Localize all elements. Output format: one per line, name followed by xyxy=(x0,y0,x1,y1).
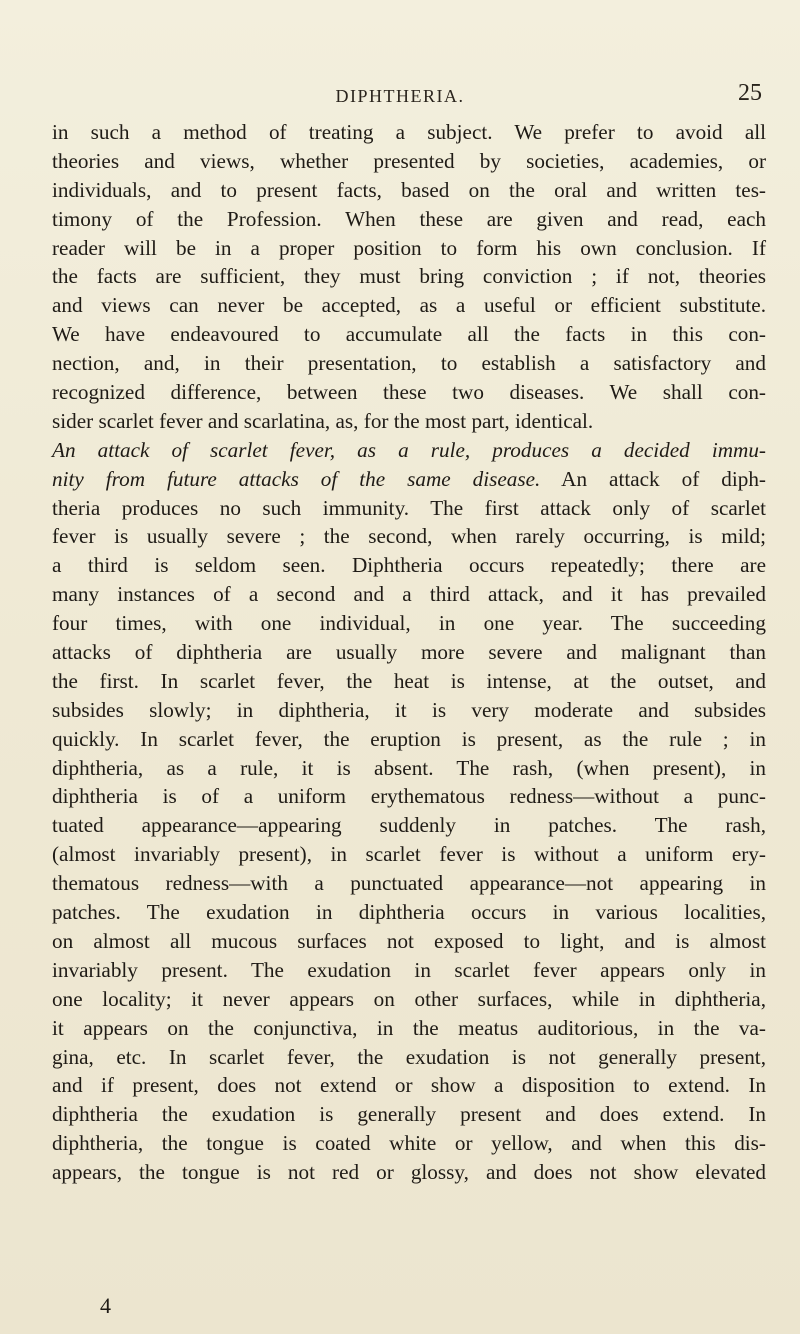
text-line: the first. In scarlet fever, the heat is intense, at the outset, and xyxy=(52,668,766,693)
text-line: sider scarlet fever and scarlatina, as, for the most part, identical. xyxy=(52,408,594,433)
text-line: four times, with one individual, in one year. The succeeding xyxy=(52,611,766,636)
running-head: DIPHTHERIA. xyxy=(335,86,465,106)
text-line: (almost invariably present), in scarlet fever is without a uniform ery- xyxy=(52,842,766,867)
roman-phrase: An attack of diph- xyxy=(540,466,766,491)
mixed-text-line xyxy=(52,465,766,494)
text-line: the facts are sufficient, they must bring conviction ; if not, theories xyxy=(52,264,766,289)
text-line: one locality; it never appears on other surfaces, while in diphtheria, xyxy=(52,986,766,1011)
text-line: quickly. In scarlet fever, the eruption is present, as the rule ; in xyxy=(52,726,766,751)
text-line: We have endeavoured to accumulate all the facts in this con- xyxy=(52,322,766,347)
text-line: tuated appearance—appearing suddenly in patches. The rash, xyxy=(52,813,766,838)
page-number: 25 xyxy=(738,80,762,106)
text-line: recognized difference, between these two diseases. We shall con- xyxy=(52,380,766,405)
text-line: diphtheria the exudation is generally present and does extend. In xyxy=(52,1102,766,1127)
text-line: it appears on the conjunctiva, in the meatus auditorious, in the va- xyxy=(52,1015,766,1040)
body-text xyxy=(52,118,766,1187)
signature-mark: 4 xyxy=(100,1293,111,1318)
text-line: subsides slowly; in diphtheria, it is very moderate and subsides xyxy=(52,697,766,722)
italic-text-line: An attack of scarlet fever, as a rule, produces a decided immu- xyxy=(52,437,766,462)
text-line: on almost all mucous surfaces not exposed to light, and is almost xyxy=(52,928,766,953)
text-line: patches. The exudation in diphtheria occurs in various localities, xyxy=(52,900,766,925)
text-line: in such a method of treating a subject. We prefer to avoid all xyxy=(52,120,766,144)
text-line: appears, the tongue is not red or glossy, and does not show elevated xyxy=(52,1160,766,1185)
text-line: a third is seldom seen. Diphtheria occurs repeatedly; there are xyxy=(52,553,766,578)
text-line: many instances of a second and a third attack, and it has prevailed xyxy=(52,582,766,607)
text-line: individuals, and to present facts, based on the oral and written tes- xyxy=(52,177,766,202)
text-line: and if present, does not extend or show a disposition to extend. In xyxy=(52,1073,766,1098)
text-line: theories and views, whether presented by societies, academies, or xyxy=(52,148,766,173)
text-line: diphtheria is of a uniform erythematous redness—without a punc- xyxy=(52,784,766,809)
text-line: timony of the Profession. When these are given and read, each xyxy=(52,206,766,231)
text-line: fever is usually severe ; the second, when rarely occurring, is mild; xyxy=(52,524,766,549)
text-line: and views can never be accepted, as a useful or efficient substitute. xyxy=(52,293,766,318)
text-line: reader will be in a proper position to form his own conclusion. If xyxy=(52,235,766,260)
text-line: diphtheria, as a rule, it is absent. The rash, (when present), in xyxy=(52,755,766,780)
text-line: thematous redness—with a punctuated appearance—not appearing in xyxy=(52,871,766,896)
text-line: diphtheria, the tongue is coated white or yellow, and when this dis- xyxy=(52,1131,766,1156)
text-line: attacks of diphtheria are usually more severe and malignant than xyxy=(52,640,766,665)
text-line: gina, etc. In scarlet fever, the exudation is not generally present, xyxy=(52,1044,766,1069)
italic-phrase: nity from future attacks of the same disease. xyxy=(52,466,541,491)
text-line: theria produces no such immunity. The first attack only of scarlet xyxy=(52,495,766,520)
text-line: nection, and, in their presentation, to establish a satisfactory and xyxy=(52,351,766,376)
text-line: invariably present. The exudation in scarlet fever appears only in xyxy=(52,957,766,982)
